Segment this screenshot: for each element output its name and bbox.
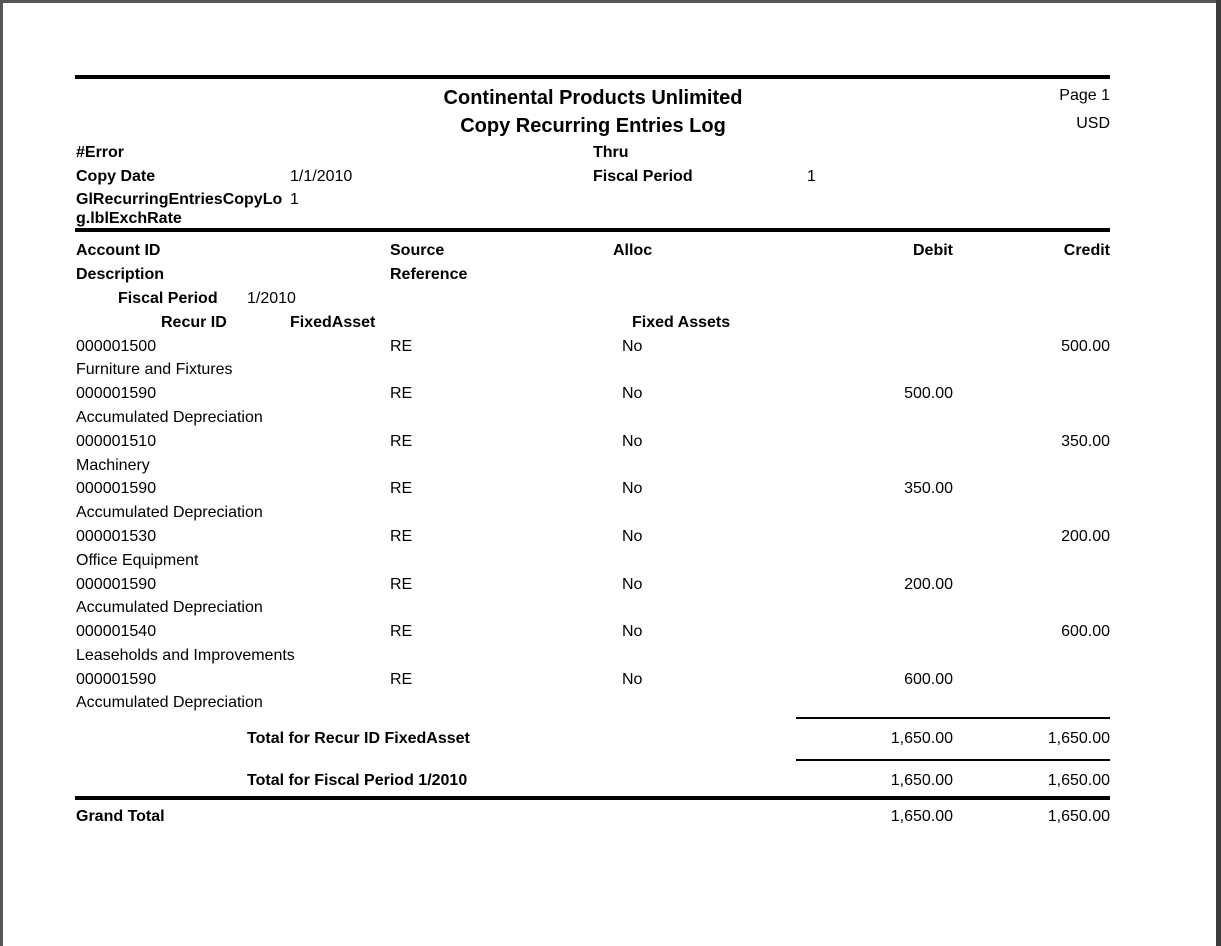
row-alloc: No bbox=[622, 433, 643, 450]
grand-total-rule bbox=[75, 796, 1110, 800]
row-source: RE bbox=[390, 576, 413, 593]
group-recur-description: Fixed Assets bbox=[632, 314, 731, 331]
row-source: RE bbox=[390, 338, 413, 355]
col-source: Source bbox=[390, 242, 445, 259]
row-description: Leaseholds and Improvements bbox=[76, 647, 295, 664]
col-alloc: Alloc bbox=[613, 242, 653, 259]
recur-total-label: Total for Recur ID FixedAsset bbox=[247, 730, 470, 747]
row-account: 000001590 bbox=[76, 576, 157, 593]
recur-total-rule bbox=[796, 717, 1110, 719]
group-recur-id-value: FixedAsset bbox=[290, 314, 376, 331]
currency-code: USD bbox=[1076, 115, 1110, 132]
report-title: Copy Recurring Entries Log bbox=[460, 115, 726, 137]
row-source: RE bbox=[390, 480, 413, 497]
exch-rate-label-line1: GlRecurringEntriesCopyLo bbox=[76, 191, 283, 208]
row-debit: 600.00 bbox=[904, 671, 953, 688]
grand-total-credit: 1,650.00 bbox=[1047, 808, 1110, 825]
period-total-label: Total for Fiscal Period 1/2010 bbox=[247, 772, 468, 789]
period-total-debit: 1,650.00 bbox=[890, 772, 953, 789]
row-description: Accumulated Depreciation bbox=[76, 409, 263, 426]
col-account-id: Account ID bbox=[76, 242, 161, 259]
row-account: 000001500 bbox=[76, 338, 157, 355]
page-number: Page 1 bbox=[1059, 87, 1110, 104]
row-description: Office Equipment bbox=[76, 552, 199, 569]
row-source: RE bbox=[390, 528, 413, 545]
fiscal-period-label: Fiscal Period bbox=[593, 168, 693, 185]
row-credit: 200.00 bbox=[1061, 528, 1110, 545]
row-alloc: No bbox=[622, 338, 643, 355]
group-fiscal-period-value: 1/2010 bbox=[247, 290, 296, 307]
row-debit: 350.00 bbox=[904, 480, 953, 497]
fiscal-period-value: 1 bbox=[807, 168, 816, 185]
row-source: RE bbox=[390, 671, 413, 688]
group-recur-id-label: Recur ID bbox=[161, 314, 227, 331]
col-description: Description bbox=[76, 266, 165, 283]
thru-label: Thru bbox=[593, 144, 629, 161]
recur-total-debit: 1,650.00 bbox=[890, 730, 953, 747]
row-description: Machinery bbox=[76, 457, 150, 474]
row-alloc: No bbox=[622, 480, 643, 497]
error-label: #Error bbox=[76, 144, 125, 161]
row-credit: 350.00 bbox=[1061, 433, 1110, 450]
row-alloc: No bbox=[622, 576, 643, 593]
row-source: RE bbox=[390, 433, 413, 450]
col-debit: Debit bbox=[913, 242, 953, 259]
row-account: 000001540 bbox=[76, 623, 157, 640]
row-debit: 500.00 bbox=[904, 385, 953, 402]
row-alloc: No bbox=[622, 385, 643, 402]
row-description: Accumulated Depreciation bbox=[76, 694, 263, 711]
grand-total-debit: 1,650.00 bbox=[890, 808, 953, 825]
exch-rate-value: 1 bbox=[290, 191, 299, 208]
company-name: Continental Products Unlimited bbox=[443, 87, 743, 109]
window-left-border bbox=[0, 0, 3, 946]
row-source: RE bbox=[390, 385, 413, 402]
grand-total-label: Grand Total bbox=[76, 808, 165, 825]
row-debit: 200.00 bbox=[904, 576, 953, 593]
exch-rate-label-line2: g.lblExchRate bbox=[76, 210, 182, 227]
row-account: 000001510 bbox=[76, 433, 157, 450]
group-fiscal-period-label: Fiscal Period bbox=[118, 290, 218, 307]
row-account: 000001590 bbox=[76, 671, 157, 688]
row-credit: 500.00 bbox=[1061, 338, 1110, 355]
col-reference: Reference bbox=[390, 266, 468, 283]
copy-date-value: 1/1/2010 bbox=[290, 168, 353, 185]
row-credit: 600.00 bbox=[1061, 623, 1110, 640]
recur-total-credit: 1,650.00 bbox=[1047, 730, 1110, 747]
window-top-border bbox=[0, 0, 1221, 3]
row-source: RE bbox=[390, 623, 413, 640]
row-alloc: No bbox=[622, 623, 643, 640]
row-account: 000001590 bbox=[76, 480, 157, 497]
row-account: 000001530 bbox=[76, 528, 157, 545]
header-top-rule bbox=[75, 75, 1110, 79]
copy-date-label: Copy Date bbox=[76, 168, 156, 185]
row-account: 000001590 bbox=[76, 385, 157, 402]
row-alloc: No bbox=[622, 671, 643, 688]
row-description: Accumulated Depreciation bbox=[76, 504, 263, 521]
column-header-rule bbox=[75, 228, 1110, 232]
row-description: Accumulated Depreciation bbox=[76, 599, 263, 616]
period-total-credit: 1,650.00 bbox=[1047, 772, 1110, 789]
row-alloc: No bbox=[622, 528, 643, 545]
period-total-rule bbox=[796, 759, 1110, 761]
window-right-border bbox=[1216, 0, 1221, 946]
row-description: Furniture and Fixtures bbox=[76, 361, 233, 378]
col-credit: Credit bbox=[1063, 242, 1110, 259]
